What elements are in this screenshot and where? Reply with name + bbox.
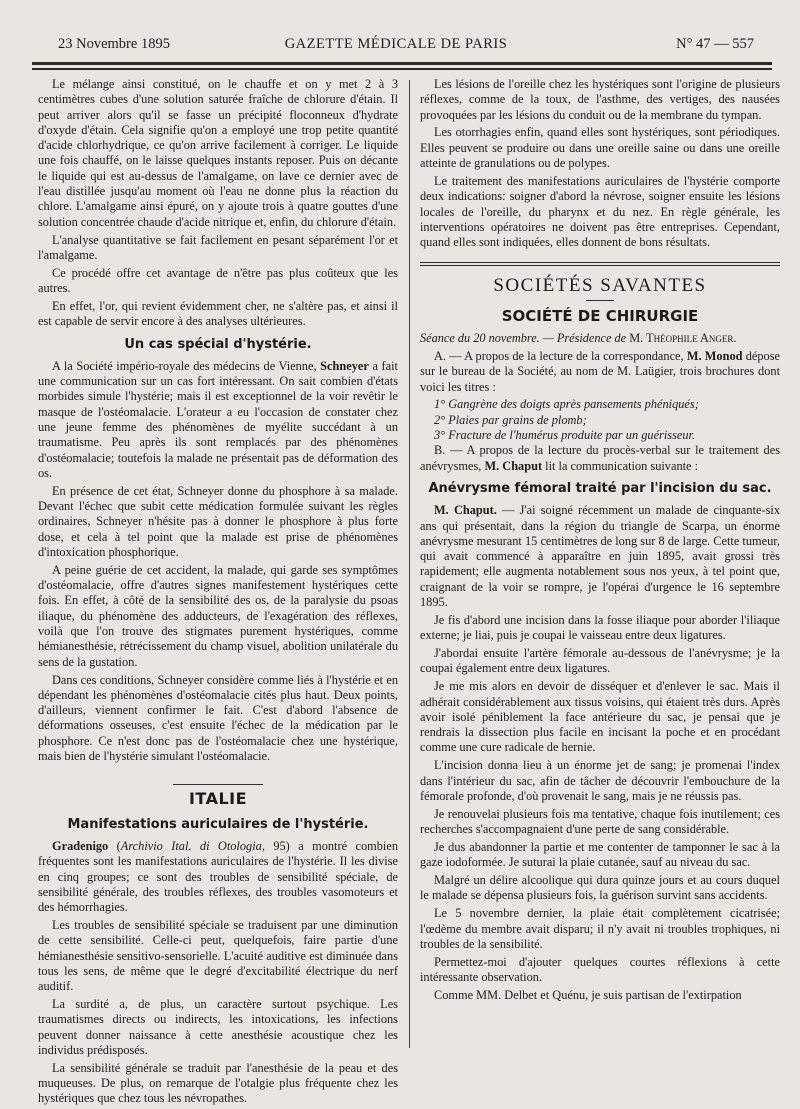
list-item-text: 1° Gangrène des doigts après pansements phéniqués; [434, 397, 699, 412]
paragraph: Malgré un délire alcoolique qui dura quinze jours et au cours duquel le malade se dépensa plusieurs fois, la guérison survint sans accidents. [420, 873, 780, 903]
author-name: Gradenigo [52, 838, 109, 853]
seance-line [420, 331, 780, 346]
article-heading-anevrysme: Anévrysme fémoral traité par l'incision du sac. [428, 480, 772, 496]
paragraph [38, 359, 398, 481]
paragraph: Les troubles de sensibilité spéciale se traduisent par une diminution de cette sensibilité. Celle-ci peut, quelquefois, faire partie d'une hémianesthésie sensitivo-sensorielle. L'acuité auditive est diminuée dans tous les sens, de même que le degré d'excitabilité électrique du nerf auditif. [38, 918, 398, 994]
paragraph [420, 443, 780, 474]
header-page-number: N° 47 — 557 [676, 36, 754, 52]
page-header [38, 36, 754, 56]
paragraph: Ce procédé offre cet avantage de n'être pas plus coûteux que les autres. [38, 265, 398, 296]
paragraph [420, 503, 780, 610]
header-rule-thin [32, 68, 772, 70]
section-rule-top [420, 262, 780, 263]
paragraph: La sensibilité générale se traduit par l'anesthésie de la peau et des muqueuses. De plus, on remarque de l'otalgie plus fréquente chez les hystériques que chez tous les névropathes. [38, 1060, 398, 1106]
paragraph: Les otorrhagies enfin, quand elles sont hystériques, sont périodiques. Elles peuvent se produire ou dans une oreille saine ou dans une oreille atteinte de granulations ou de polypes. [420, 125, 780, 171]
text-run: A. — A propos de la lecture de la correspondance, [434, 348, 687, 363]
paragraph: En effet, l'or, qui revient évidemment cher, ne s'altère pas, et ainsi il est capable de servir encore à des analyses ultérieures. [38, 298, 398, 329]
subsection-title-chirurgie: SOCIÉTÉ DE CHIRURGIE [501, 306, 699, 325]
list-item [420, 428, 780, 443]
text-run: a fait une communication sur un cas fort intéressant. On sait combien d'états morbides simule l'hystérie; mais il est exceptionnel de la voir revêtir le masque de l'ostéomalacie. L'orateur a eu l'occasion de constater chez une jeune femme des phénomènes de myélite succédant à un traumatisme. Peu après ils sont remplacés par des phénomènes d'ostéomalacie; toutefois la malade ne présentait pas de déformation des os. [38, 358, 398, 480]
paragraph: La surdité a, de plus, un caractère surtout psychique. Les traumatismes directs ou indirects, les intoxications, les infections peuvent donner naissance à cette anesthésie acoustique chez les individus prédisposés. [38, 997, 398, 1057]
paragraph: En présence de cet état, Schneyer donne du phosphore à sa malade. Devant l'échec que subit cette médication formulée suivant les règles ordinaires, Schneyer n'hésite pas à donner le phosphore à plus forte dose, et cela à tel point que la malade est prise de phénomènes d'intoxication phosphorique. [38, 483, 398, 559]
paragraph: Je me mis alors en devoir de disséquer et d'enlever le sac. Mais il adhérait considérablement aux tissus voisins, qui étaient très durs. Après avoir isolé péniblement la face antérieure du sac, je pensai que je rendrais la dissection plus facile en incisant la poche et en procédant comme une cure radicale de hernie. [420, 679, 780, 755]
author-name: M. Monod [686, 348, 743, 363]
text-run: B. — A propos de la lecture du procès-verbal sur le traitement des anévrysmes, [420, 443, 780, 473]
text-run: lit la communication suivante : [542, 458, 699, 473]
section-italie [38, 784, 398, 808]
left-column [38, 77, 398, 1109]
brochure-list [420, 397, 780, 443]
header-title: GAZETTE MÉDICALE DE PARIS [284, 36, 508, 52]
paragraph: Permettez-moi d'ajouter quelques courtes réflexions à cette intéressante observation. [420, 954, 780, 985]
paragraph: Comme MM. Delbet et Quénu, je suis partisan de l'extirpation [434, 988, 742, 1003]
text-run: ( [108, 838, 121, 853]
paragraph: Je fis d'abord une incision dans la fosse iliaque pour aborder l'iliaque externe; je liai, puis je coupai le vaisseau entre deux ligatures. [420, 612, 780, 643]
list-item [420, 397, 780, 412]
right-column [420, 77, 780, 1006]
text-run: A la Société império-royale des médecins de Vienne, [52, 358, 321, 373]
paragraph: Les lésions de l'oreille chez les hystériques sont l'origine de plusieurs réflexes, comme de la toux, de l'asthme, des vertiges, des nausées provoquées par les lésions du conduit ou de la membrane du tympan. [420, 77, 780, 122]
section-title-italie: ITALIE [188, 789, 248, 809]
section-rule-bottom [420, 265, 780, 266]
paragraph: L'incision donna lieu à un énorme jet de sang; je promenai l'index dans l'intérieur du sac, afin de tâcher de découvrir l'embouchure de la fémorale profonde, d'où provenait le sang, mais je ne réussis pas. [420, 758, 780, 803]
short-rule [586, 300, 614, 301]
article-heading-cas-special: Un cas spécial d'hystérie. [124, 336, 312, 352]
section-rule [173, 784, 263, 785]
header-rule-thick [32, 62, 772, 65]
paragraph [38, 839, 398, 915]
author-name: M. Chaput [484, 458, 543, 473]
paragraph: J'abordai ensuite l'artère fémorale au-dessous de l'anévrysme; je la coupai également entre deux ligatures. [420, 646, 780, 676]
text-run: , 95) a montré combien fréquentes sont les manifestations auriculaires de l'hystérie. Il les divise en cinq groupes; ce sont des troubles de sensibilité spéciale, de sensibilité générale, des troubles réflexes, des troubles vasomoteurs et des hémorrhagies. [38, 838, 398, 915]
section-title-societes: SOCIÉTÉS SAVANTES [493, 275, 707, 297]
paragraph: Le traitement des manifestations auriculaires de l'hystérie comporte deux indications: soigner d'abord la névrose, soigner ensuite les lésions locales de l'oreille, du pharynx et du nez. En règle générale, les interventions opératoires ne doivent pas être entreprises. Cependant, quand elles sont indiquées, elles donnent de bons résultats. [420, 173, 780, 250]
president-name: M. Théophile Anger. [629, 331, 737, 346]
seance-text: Séance du 20 novembre. — Présidence de [420, 331, 630, 346]
paragraph: L'analyse quantitative se fait facilement en pesant séparément l'or et l'amalgame. [38, 232, 398, 262]
author-name: M. Chaput. [434, 503, 497, 518]
source-title: Archivio Ital. di Otologia [120, 838, 262, 853]
paragraph: Je renouvelai plusieurs fois ma tentative, chaque fois inutilement; ces recherches s'accompagnaient d'une perte de sang considérable. [420, 806, 780, 837]
paragraph: Le mélange ainsi constitué, on le chauffe et on y met 2 à 3 centimètres cubes d'une solution saturée fraîche de chlorure d'étain. Il peut arriver alors qu'il se fasse un précipité floconneux d'hydrate d'oxyde d'étain. Cela signifie qu'on a employé une trop petite quantité d'acide chlorhydrique, ce qu'on arrive facilement à corriger. Le liquide une fois chauffé, on le laisse quelques instants reposer. Puis on décante le liquide qui est au-dessus de l'amalgame, on lave ce dernier avec de l'eau distillée jusqu'au moment où l'eau ne donne plus la réaction du chlore. L'amalgame ainsi épuré, on y ajoute trois à quatre gouttes d'une solution concentrée chaude d'acide nitrique et, enfin, du chlorure d'étain. [38, 77, 398, 229]
text-run: dépose sur le bureau de la Société, au nom de M. Laügier, trois brochures dont voici les titres : [420, 348, 780, 394]
paragraph: Dans ces conditions, Schneyer considère comme liés à l'hystérie et en dépendant les phénomènes d'ostéomalacie cités plus haut. Deux points, d'ailleurs, viennent confirmer le fait. C'est d'abord l'absence de déformations osseuses, c'est ensuite l'échec de la médication par le phosphore. Ce n'est donc pas de l'ostéomalacie chez une hystérique, mais bien de l'hystérie simulant l'ostéomalacie. [38, 672, 398, 764]
article-heading-manifestations: Manifestations auriculaires de l'hystérie. [67, 816, 369, 832]
column-divider [409, 80, 410, 1048]
list-item-text: 3° Fracture de l'humérus produite par un guérisseur. [434, 428, 696, 443]
paragraph: A peine guérie de cet accident, la malade, qui garde ses symptômes d'ostéomalacie, offre d'autres signes manifestement hystériques cette fois. En effet, à côté de la sensibilité des os, de la paralysie du psoas iliaque, du phénomène des adducteurs, de l'exagération des réflexes, voilà que l'on trouve des stigmates purement hystériques, comme hémianesthésie, rétrécissement du champ visuel, abolition unilatérale du sens de la gustation. [38, 562, 398, 669]
paragraph: Je dus abandonner la partie et me contenter de tamponner le sac à la gaze iodoformée. Je suturai la plaie cutanée, sauf au niveau du sac. [420, 840, 780, 870]
author-name: Schneyer [320, 358, 369, 373]
paragraph [420, 349, 780, 395]
text-run: — J'ai soigné récemment un malade de cinquante-six ans qui présentait, dans la région du triangle de Scarpa, un énorme anévrysme mesurant 15 centimètres de long sur 8 de large. Cette tumeur, qui avait commencé à apparaître en juin 1895, avait grossi très rapidement; elle augmenta notablement sous nos yeux, à tel point que, craignant de la voir se rompre, je l'opérai d'urgence le 16 septembre 1895. [420, 503, 780, 609]
header-date: 23 Novembre 1895 [58, 36, 170, 52]
list-item [420, 413, 780, 428]
paragraph: Le 5 novembre dernier, la plaie était complètement cicatrisée; l'œdème du membre avait disparu; il n'y avait ni troubles trophiques, ni troubles de la sensibilité. [420, 906, 780, 951]
list-item-text: 2° Plaies par grains de plomb; [434, 412, 587, 427]
